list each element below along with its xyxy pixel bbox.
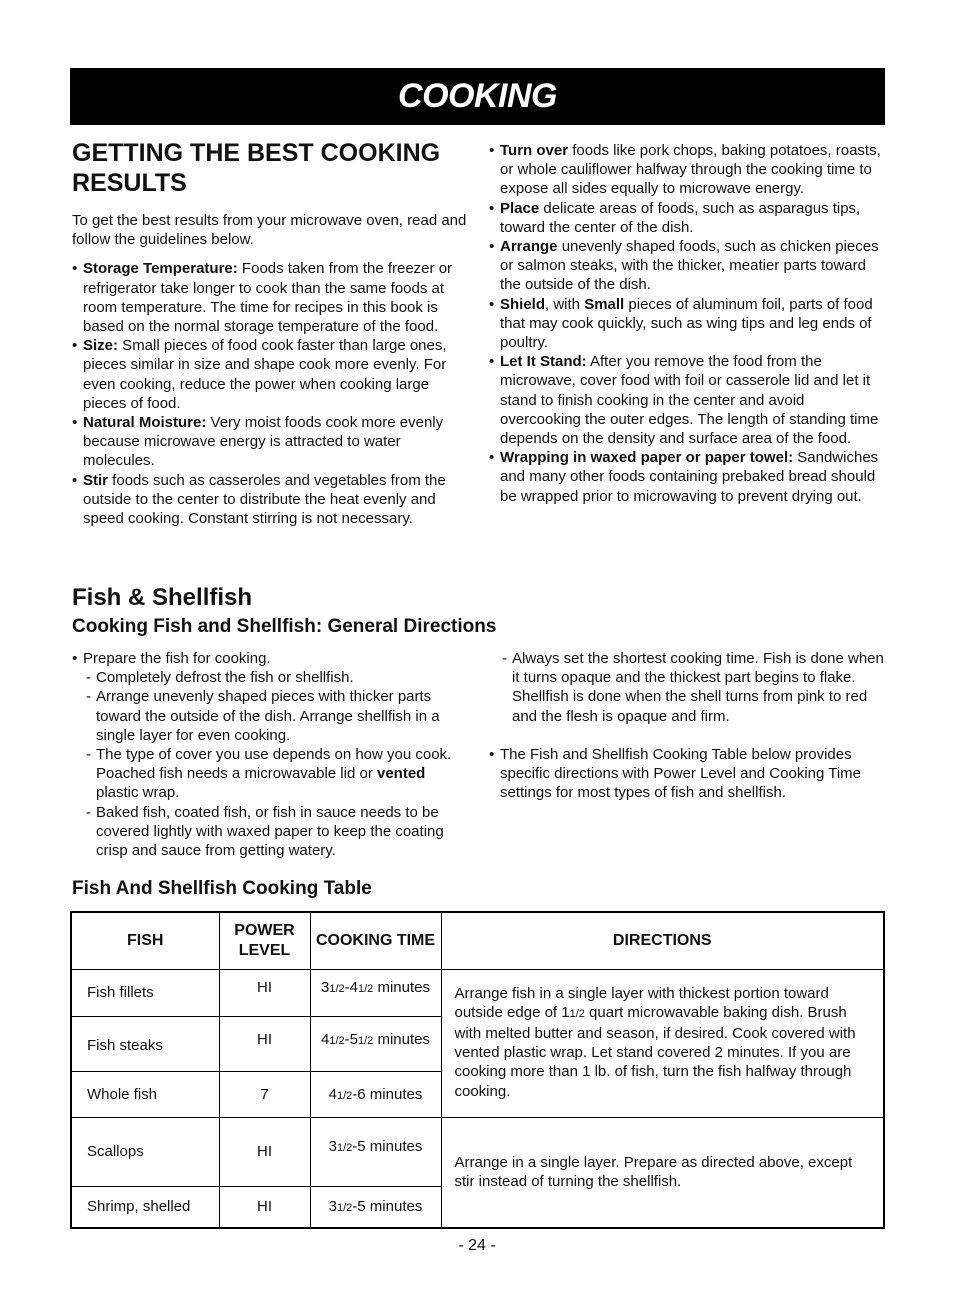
directions-fish: Arrange fish in a single layer with thickest portion toward outside edge of 11/2 quart microwavable baking dish. Brush with melted butter and season, if desired. Cook covered with vented plastic wrap. Let stand covered 2 minutes. If you are cooking more than 1 lb. of fish, turn the fish halfway through cooking. <box>441 969 884 1117</box>
directions-shellfish: Arrange in a single layer. Prepare as directed above, except stir instead of turning the shellfish. <box>441 1117 884 1228</box>
list-item: • Natural Moisture: Very moist foods cook more evenly because microwave energy is attracted to water molecules. <box>72 413 467 471</box>
header-cooking-time: COOKING TIME <box>310 912 441 969</box>
list-item: • Storage Temperature: Foods taken from the freezer or refrigerator take longer to cook than the same foods at room temperature. The time for recipes in this book is based on the normal storage temperature of the food. <box>72 259 467 336</box>
table-row: Fish fillets HI 31/2-41/2 minutes Arrange fish in a single layer with thickest portion toward outside edge of 11/2 quart microwavable baking dish. Brush with melted butter and season, if desired. Cook covered with vented plastic wrap. Let stand covered 2 minutes. If you are cooking more than 1 lb. of fish, turn the fish halfway through cooking. <box>71 969 884 1016</box>
fish-prep-sublist <box>72 668 468 860</box>
list-item: - Baked fish, coated fish, or fish in sauce needs to be covered lightly with waxed paper to keep the coating crisp and sauce from getting watery. <box>72 803 468 861</box>
list-item: - Completely defrost the fish or shellfish. <box>72 668 468 687</box>
header-directions: DIRECTIONS <box>441 912 884 969</box>
list-item: • Stir foods such as casseroles and vegetables from the outside to the center to distribute the heat evenly and speed cooking. Constant stirring is not necessary. <box>72 471 467 529</box>
best-results-list-right <box>489 141 885 506</box>
best-results-left <box>72 138 467 528</box>
fish-directions-right <box>502 649 886 726</box>
best-results-intro: To get the best results from your microwave oven, read and follow the guidelines below. <box>72 212 467 249</box>
list-item: - The type of cover you use depends on how you cook. Poached fish needs a microwavable lid or vented plastic wrap. <box>72 745 468 803</box>
table-title: Fish And Shellfish Cooking Table <box>72 878 372 899</box>
table-header-row <box>71 912 884 969</box>
list-item: • Arrange unevenly shaped foods, such as chicken pieces or salmon steaks, with the thicker, meatier parts toward the outside of the dish. <box>489 237 885 295</box>
list-item: • Size: Small pieces of food cook faster than large ones, pieces similar in size and shape cook more evenly. For even cooking, reduce the power when cooking large pieces of food. <box>72 336 467 413</box>
list-item: • Shield, with Small pieces of aluminum foil, parts of food that may cook quickly, such as wing tips and leg ends of poultry. <box>489 295 885 353</box>
list-item: • Wrapping in waxed paper or paper towel: Sandwiches and many other foods containing prebaked bread should be wrapped prior to microwaving to prevent drying out. <box>489 448 885 506</box>
best-results-title: GETTING THE BEST COOKING RESULTS <box>72 139 441 197</box>
header-fish: FISH <box>71 912 219 969</box>
page-number: - 24 - <box>458 1237 496 1254</box>
best-results-right <box>489 141 885 506</box>
page-banner: COOKING <box>70 68 885 125</box>
fish-directions-title: Cooking Fish and Shellfish: General Directions <box>72 616 497 637</box>
table-row: Fish steaks HI 41/2-51/2 minutes <box>71 1016 884 1071</box>
header-power-level: POWER LEVEL <box>219 912 310 969</box>
list-item: - Always set the shortest cooking time. Fish is done when it turns opaque and the thickest part begins to flake. Shellfish is done when the shell turns from pink to red and the flesh is opaque and firm. <box>502 649 886 726</box>
fish-directions-left <box>72 649 468 860</box>
table-row: Whole fish 7 41/2-6 minutes <box>71 1071 884 1117</box>
table-row: Scallops HI 31/2-5 minutes Arrange in a single layer. Prepare as directed above, except stir instead of turning the shellfish. <box>71 1117 884 1186</box>
list-item: • Prepare the fish for cooking. <box>72 649 468 668</box>
best-results-list <box>72 259 467 528</box>
list-item: • Let It Stand: After you remove the food from the microwave, cover food with foil or casserole lid and let it stand to finish cooking in the center and avoid overcooking the outer edges. The length of standing time depends on the density and surface area of the food. <box>489 352 885 448</box>
fish-section-title: Fish & Shellfish <box>72 584 253 611</box>
list-item: • Place delicate areas of foods, such as asparagus tips, toward the center of the dish. <box>489 199 885 237</box>
list-item: • The Fish and Shellfish Cooking Table below provides specific directions with Power Level and Cooking Time settings for most types of fish and shellfish. <box>489 745 885 803</box>
list-item: - Arrange unevenly shaped pieces with thicker parts toward the outside of the dish. Arrange shellfish in a single layer for even cooking. <box>72 687 468 745</box>
table-row: Shrimp, shelled HI 31/2-5 minutes <box>71 1186 884 1228</box>
fish-cooking-table <box>70 911 885 1229</box>
list-item: • Turn over foods like pork chops, baking potatoes, roasts, or whole cauliflower halfway through the cooking time to expose all sides equally to microwave energy. <box>489 141 885 199</box>
fish-table-note <box>489 745 885 803</box>
